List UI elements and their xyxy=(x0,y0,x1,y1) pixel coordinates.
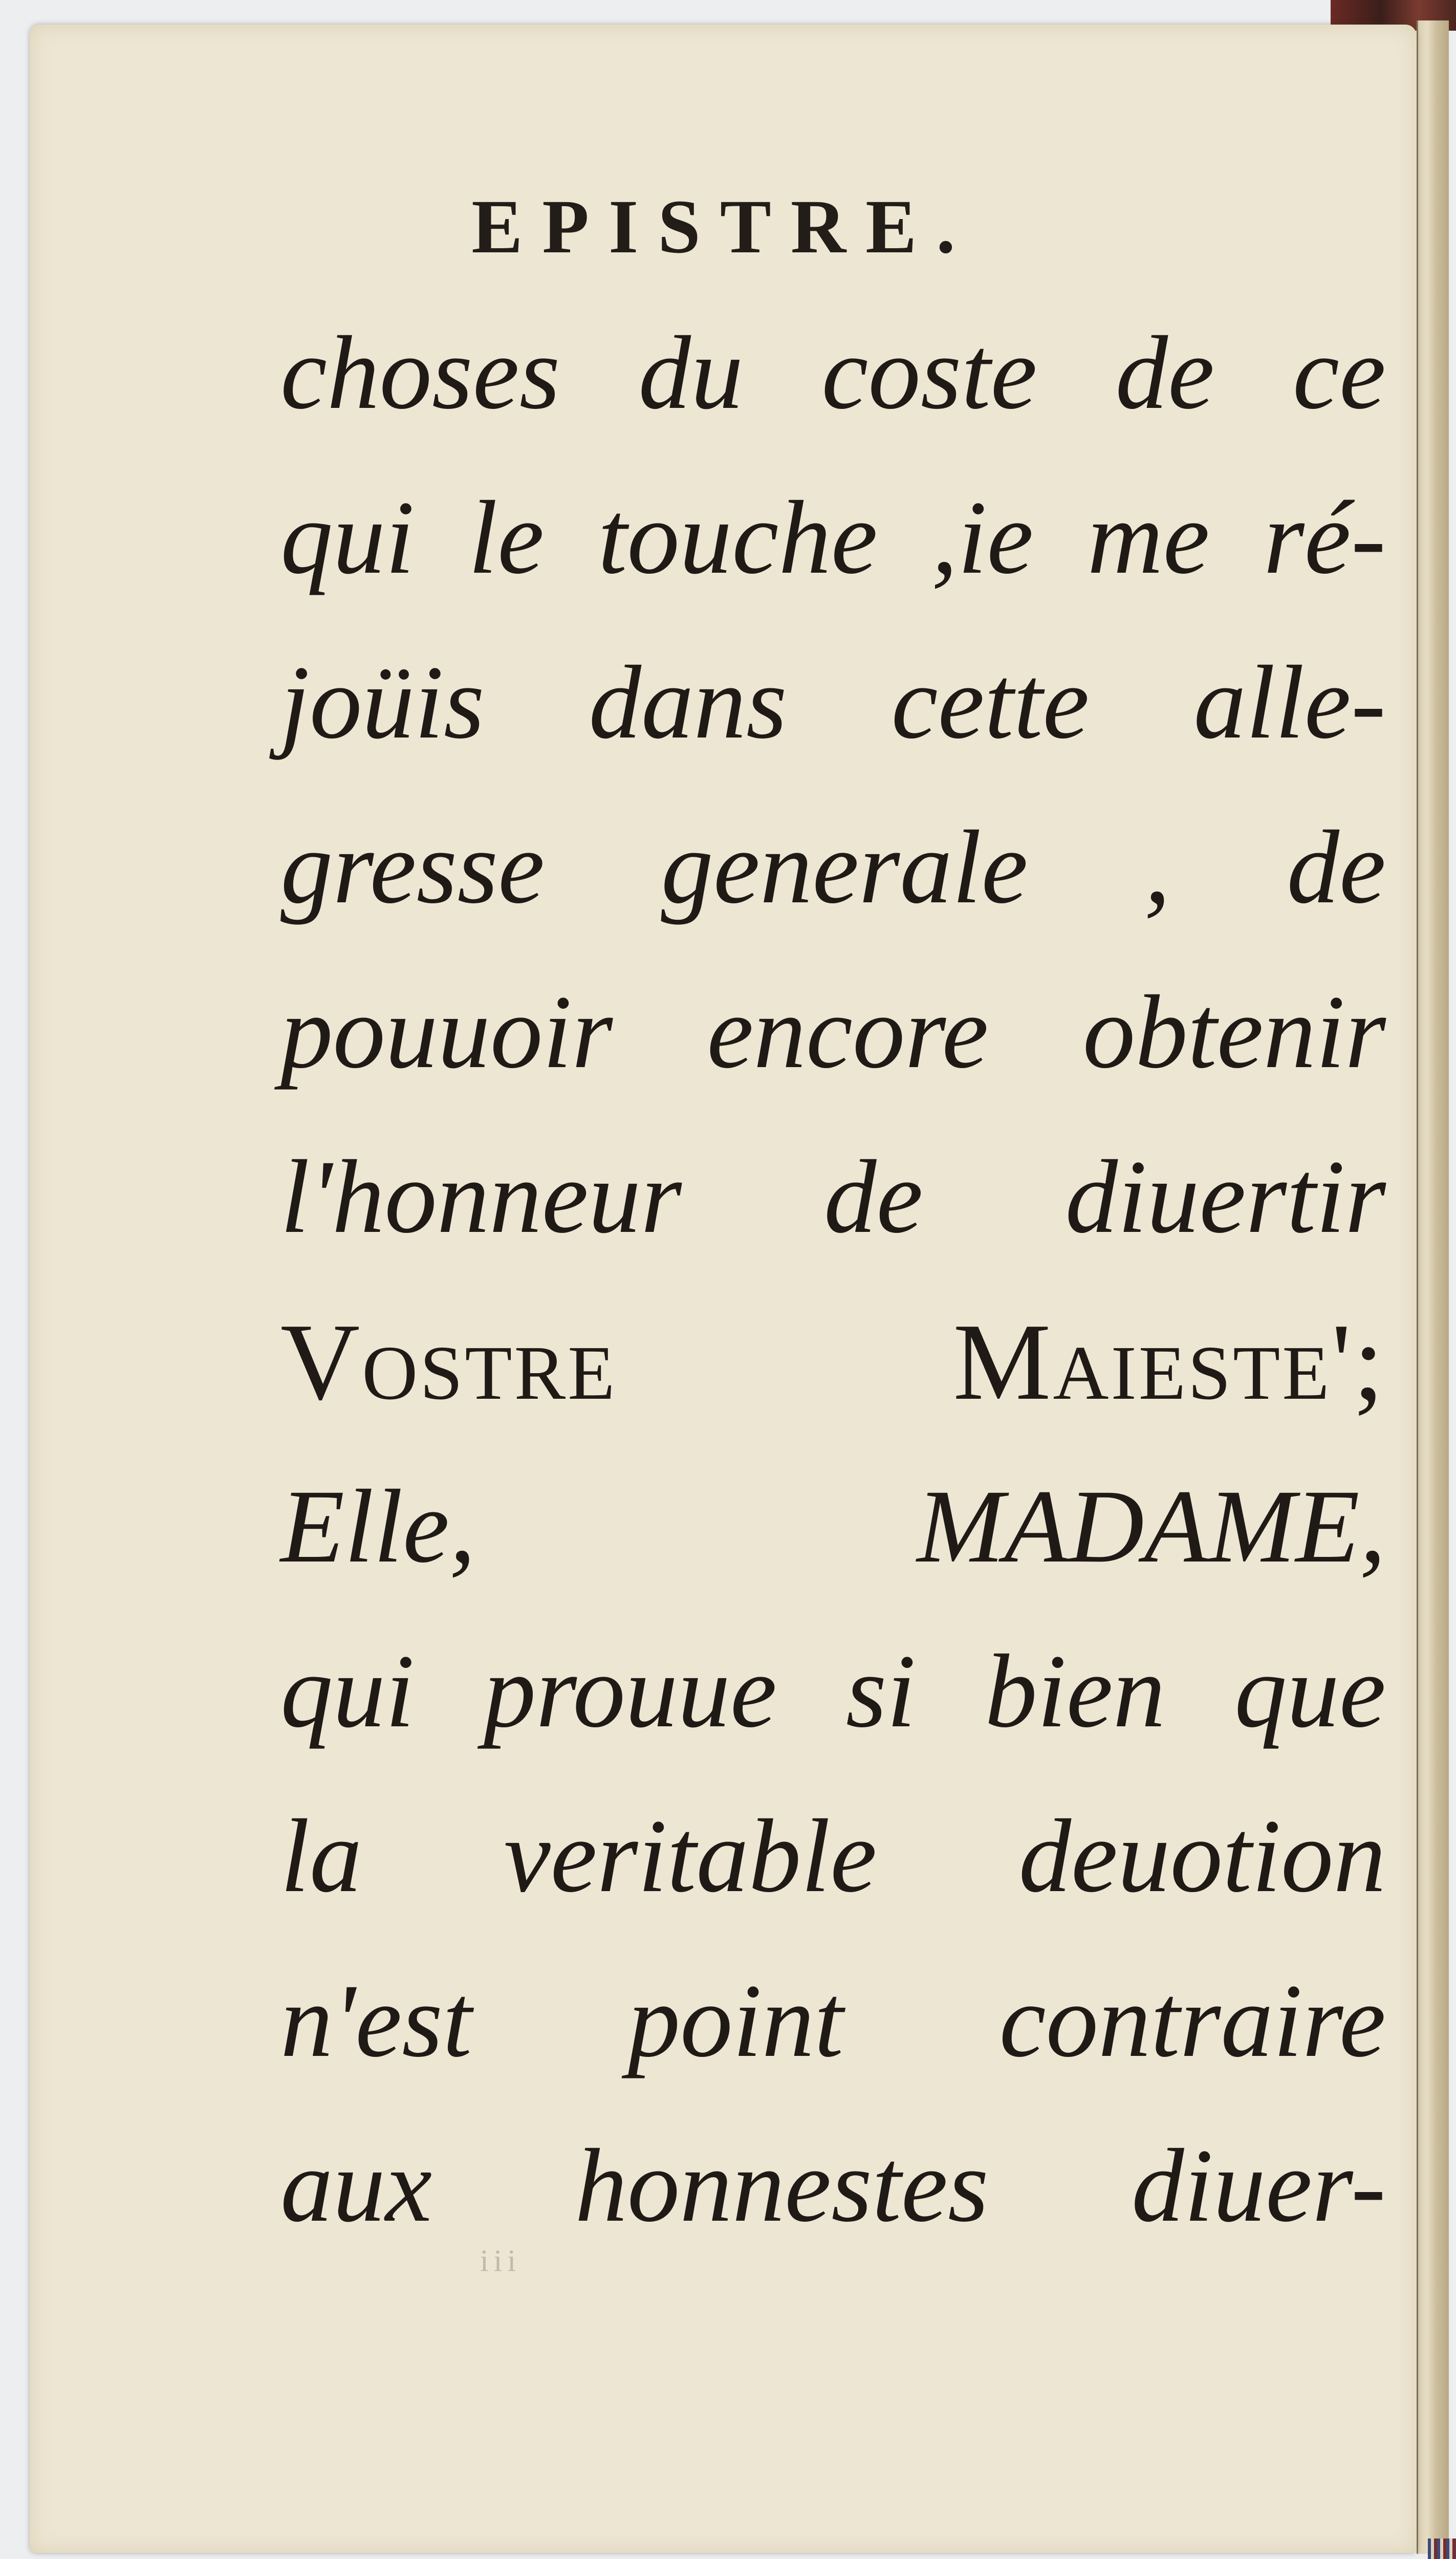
text-line: qui le touche ,ie me ré- xyxy=(280,480,1386,596)
text-line: Vostre Maieste'; xyxy=(280,1300,1386,1423)
text-line: qui prouue si bien que xyxy=(280,1633,1386,1749)
text-line: Elle, MADAME, xyxy=(280,1468,1386,1585)
signature-mark: iii xyxy=(480,2244,521,2278)
text-line: aux honnestes diuer- xyxy=(280,2128,1386,2244)
text-line: n'est point contraire xyxy=(280,1963,1386,2079)
text-line: l'honneur de diuertir xyxy=(280,1139,1386,1255)
text-line: choses du coste de ce xyxy=(280,315,1386,431)
text-line: joüis dans cette alle- xyxy=(280,644,1386,761)
text-line: gresse generale , de xyxy=(280,809,1386,925)
book-binding-bottom xyxy=(1428,2539,1456,2559)
running-head: EPISTRE. xyxy=(471,184,975,269)
text-line: pouuoir encore obtenir xyxy=(280,974,1386,1090)
book-page xyxy=(30,25,1417,2553)
text-line: la veritable deuotion xyxy=(280,1798,1386,1914)
page-edge xyxy=(1417,20,1449,2554)
text-block xyxy=(280,291,1386,2268)
